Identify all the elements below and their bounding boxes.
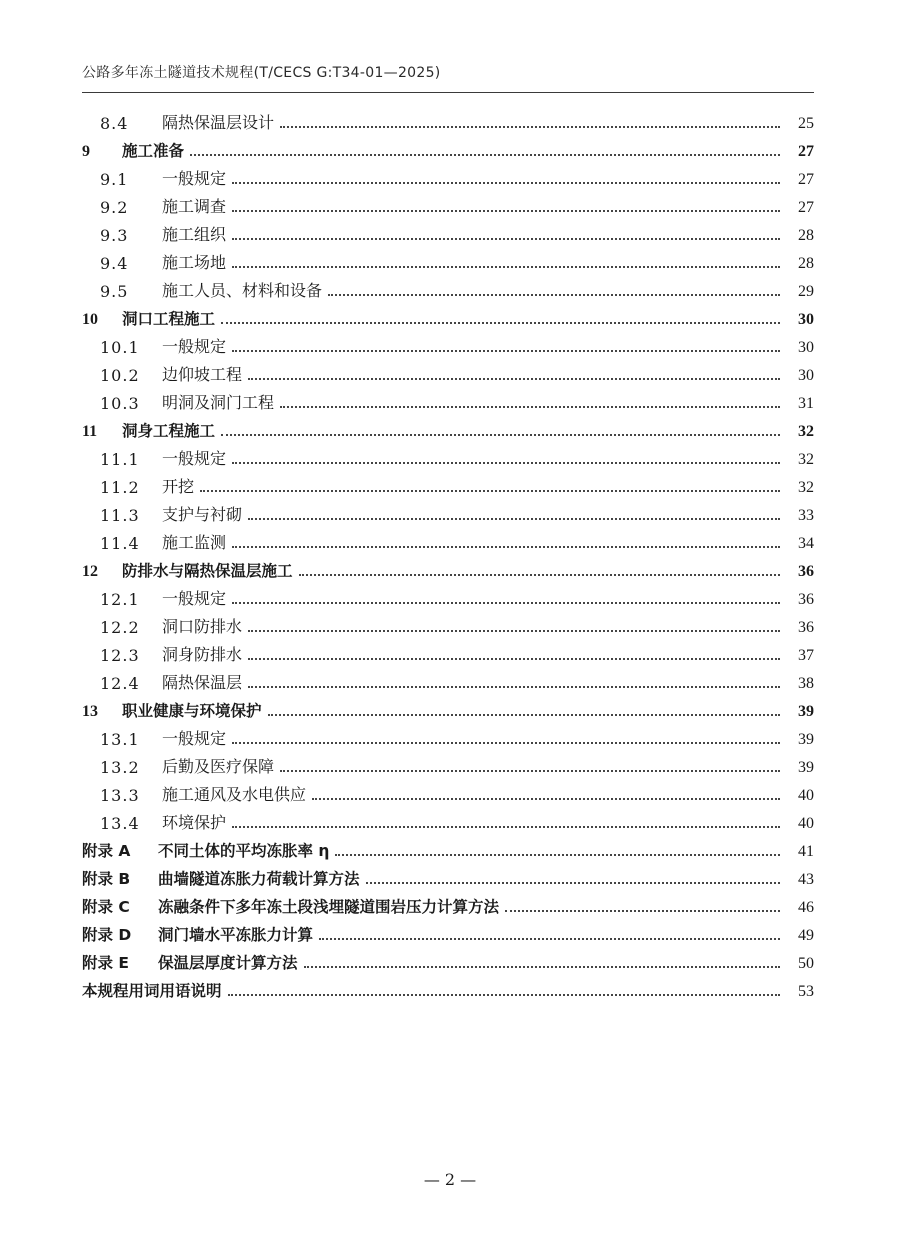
toc-row[interactable] — [0, 357, 900, 385]
toc-page: 46 — [798, 899, 814, 916]
toc-row[interactable] — [0, 525, 900, 553]
toc-leader — [312, 798, 780, 800]
toc-row[interactable] — [0, 609, 900, 637]
toc-row[interactable] — [0, 805, 900, 833]
toc-leader — [280, 770, 780, 772]
toc-row[interactable] — [0, 245, 900, 273]
toc-number: 附录 A — [82, 842, 131, 860]
toc-leader — [248, 658, 780, 660]
toc-number: 11.4 — [100, 534, 140, 553]
toc-page: 25 — [798, 115, 814, 132]
toc-leader — [505, 910, 780, 912]
toc-row[interactable] — [0, 105, 900, 133]
toc-title: 施工调查 — [162, 197, 227, 216]
toc-leader — [232, 546, 780, 548]
toc-page: 30 — [798, 367, 814, 384]
toc-page: 32 — [798, 451, 814, 468]
toc-number: 附录 E — [82, 954, 129, 972]
toc-number: 10.1 — [100, 338, 140, 357]
toc-number: 9 — [82, 143, 90, 160]
toc-page: 29 — [798, 283, 814, 300]
toc-title: 开挖 — [162, 477, 195, 496]
toc-leader — [232, 266, 780, 268]
toc-row[interactable] — [0, 581, 900, 609]
toc-row[interactable] — [0, 945, 900, 973]
toc-number: 9.5 — [100, 282, 129, 301]
toc-leader — [232, 742, 780, 744]
toc-row[interactable] — [0, 721, 900, 749]
toc-number: 12.3 — [100, 646, 140, 665]
toc-number: 13.4 — [100, 814, 140, 833]
toc-leader — [232, 826, 780, 828]
toc-page: 28 — [798, 227, 814, 244]
toc-number: 10.3 — [100, 394, 140, 413]
toc-title: 一般规定 — [162, 337, 227, 356]
toc-title: 不同土体的平均冻胀率 η — [158, 842, 330, 860]
toc-page: 30 — [798, 339, 814, 356]
toc-number: 13.1 — [100, 730, 140, 749]
toc-title: 一般规定 — [162, 729, 227, 748]
toc-page: 39 — [798, 703, 814, 720]
toc-title: 洞身工程施工 — [122, 422, 216, 440]
header-rule — [82, 92, 814, 93]
toc-leader — [280, 406, 780, 408]
toc-row[interactable] — [0, 693, 900, 721]
toc-row[interactable] — [0, 161, 900, 189]
toc-leader — [232, 602, 780, 604]
toc-number: 9.3 — [100, 226, 129, 245]
toc-number: 13 — [82, 703, 98, 720]
toc-leader — [232, 210, 780, 212]
toc-number: 11.2 — [100, 478, 140, 497]
toc-number: 13.2 — [100, 758, 140, 777]
toc-row[interactable] — [0, 413, 900, 441]
toc-page: 53 — [798, 983, 814, 1000]
toc-title: 职业健康与环境保护 — [122, 702, 262, 720]
toc-row[interactable] — [0, 273, 900, 301]
toc-page: 49 — [798, 927, 814, 944]
toc-page: 32 — [798, 423, 814, 440]
toc-leader — [335, 854, 780, 856]
toc-page: 50 — [798, 955, 814, 972]
toc-title: 后勤及医疗保障 — [162, 757, 275, 776]
toc-title: 洞门墙水平冻胀力计算 — [158, 926, 314, 944]
toc-number: 附录 B — [82, 870, 131, 888]
toc-number: 附录 D — [82, 926, 132, 944]
toc-row[interactable] — [0, 441, 900, 469]
toc-number: 13.3 — [100, 786, 140, 805]
toc-page: 39 — [798, 731, 814, 748]
toc-title: 施工准备 — [122, 142, 185, 160]
toc-leader — [304, 966, 780, 968]
toc-leader — [248, 378, 780, 380]
toc-leader — [232, 182, 780, 184]
toc-title: 施工组织 — [162, 225, 227, 244]
toc-title: 施工监测 — [162, 533, 227, 552]
toc-number: 12.4 — [100, 674, 140, 693]
toc-number: 10 — [82, 311, 98, 328]
toc-number: 11.3 — [100, 506, 140, 525]
toc-number: 12.2 — [100, 618, 140, 637]
toc-page: 27 — [798, 143, 814, 160]
toc-title: 保温层厚度计算方法 — [158, 954, 298, 972]
toc-row[interactable] — [0, 469, 900, 497]
toc-title: 边仰坡工程 — [162, 365, 243, 384]
toc-page: 39 — [798, 759, 814, 776]
toc-number: 12 — [82, 563, 98, 580]
toc-leader — [328, 294, 780, 296]
toc-leader — [268, 714, 780, 716]
toc-title: 曲墙隧道冻胀力荷载计算方法 — [158, 870, 360, 888]
toc-title: 施工人员、材料和设备 — [162, 281, 323, 300]
toc-page: 31 — [798, 395, 814, 412]
toc-page: 33 — [798, 507, 814, 524]
toc-title: 洞口工程施工 — [122, 310, 216, 328]
toc-title: 施工通风及水电供应 — [162, 785, 307, 804]
toc-page: 41 — [798, 843, 814, 860]
toc-row[interactable] — [0, 777, 900, 805]
toc-number: 11.1 — [100, 450, 140, 469]
toc-leader — [319, 938, 780, 940]
toc-page: 38 — [798, 675, 814, 692]
toc-leader — [248, 518, 780, 520]
toc-row[interactable] — [0, 329, 900, 357]
toc-page: 27 — [798, 199, 814, 216]
toc-title: 一般规定 — [162, 589, 227, 608]
toc-number: 9.1 — [100, 170, 129, 189]
toc-title: 一般规定 — [162, 169, 227, 188]
toc-row[interactable] — [0, 133, 900, 161]
toc-leader — [248, 686, 780, 688]
toc-row[interactable] — [0, 301, 900, 329]
toc-number: 12.1 — [100, 590, 140, 609]
toc-number: 9.2 — [100, 198, 129, 217]
toc-row[interactable] — [0, 553, 900, 581]
toc-leader — [280, 126, 780, 128]
toc-number: 附录 C — [82, 898, 130, 916]
toc-leader — [248, 630, 780, 632]
toc-title: 环境保护 — [162, 813, 227, 832]
toc-title: 支护与衬砌 — [162, 505, 243, 524]
toc-row[interactable] — [0, 833, 900, 861]
page-number: — 2 — — [423, 1170, 477, 1189]
toc-title: 冻融条件下多年冻土段浅埋隧道围岩压力计算方法 — [158, 898, 500, 916]
toc-page: 30 — [798, 311, 814, 328]
toc-leader — [190, 154, 780, 156]
toc-row[interactable] — [0, 889, 900, 917]
toc-title: 防排水与隔热保温层施工 — [122, 562, 293, 580]
toc-page: 37 — [798, 647, 814, 664]
toc-leader — [232, 462, 780, 464]
toc-number: 10.2 — [100, 366, 140, 385]
toc-row[interactable] — [0, 861, 900, 889]
toc-title: 一般规定 — [162, 449, 227, 468]
toc-number: 8.4 — [100, 114, 129, 133]
toc-leader — [232, 238, 780, 240]
toc-page: 34 — [798, 535, 814, 552]
toc-leader — [366, 882, 780, 884]
toc-row[interactable] — [0, 917, 900, 945]
toc-page: 28 — [798, 255, 814, 272]
toc-row[interactable] — [0, 385, 900, 413]
toc-title: 明洞及洞门工程 — [162, 393, 275, 412]
toc-title: 隔热保温层 — [162, 673, 243, 692]
toc-leader — [299, 574, 780, 576]
toc-row[interactable] — [0, 189, 900, 217]
toc-row[interactable] — [0, 665, 900, 693]
toc-row[interactable] — [0, 973, 900, 1001]
running-header: 公路多年冻土隧道技术规程(T/CECS G:T34-01—2025) — [82, 65, 441, 81]
toc-leader — [221, 434, 780, 436]
toc-title: 洞口防排水 — [162, 617, 243, 636]
toc-row[interactable] — [0, 217, 900, 245]
toc-page: 27 — [798, 171, 814, 188]
toc-title: 洞身防排水 — [162, 645, 243, 664]
toc-leader — [221, 322, 780, 324]
toc-page: 32 — [798, 479, 814, 496]
table-of-contents — [0, 105, 900, 1001]
toc-title: 施工场地 — [162, 253, 227, 272]
toc-page: 36 — [798, 591, 814, 608]
toc-leader — [232, 350, 780, 352]
toc-title: 本规程用词用语说明 — [82, 982, 222, 1000]
toc-row[interactable] — [0, 749, 900, 777]
toc-row[interactable] — [0, 637, 900, 665]
toc-page: 36 — [798, 619, 814, 636]
toc-leader — [200, 490, 780, 492]
toc-page: 36 — [798, 563, 814, 580]
toc-page: 40 — [798, 787, 814, 804]
toc-number: 9.4 — [100, 254, 129, 273]
toc-number: 11 — [82, 423, 98, 440]
toc-page: 43 — [798, 871, 814, 888]
toc-page: 40 — [798, 815, 814, 832]
toc-row[interactable] — [0, 497, 900, 525]
toc-leader — [228, 994, 780, 996]
toc-title: 隔热保温层设计 — [162, 113, 275, 132]
